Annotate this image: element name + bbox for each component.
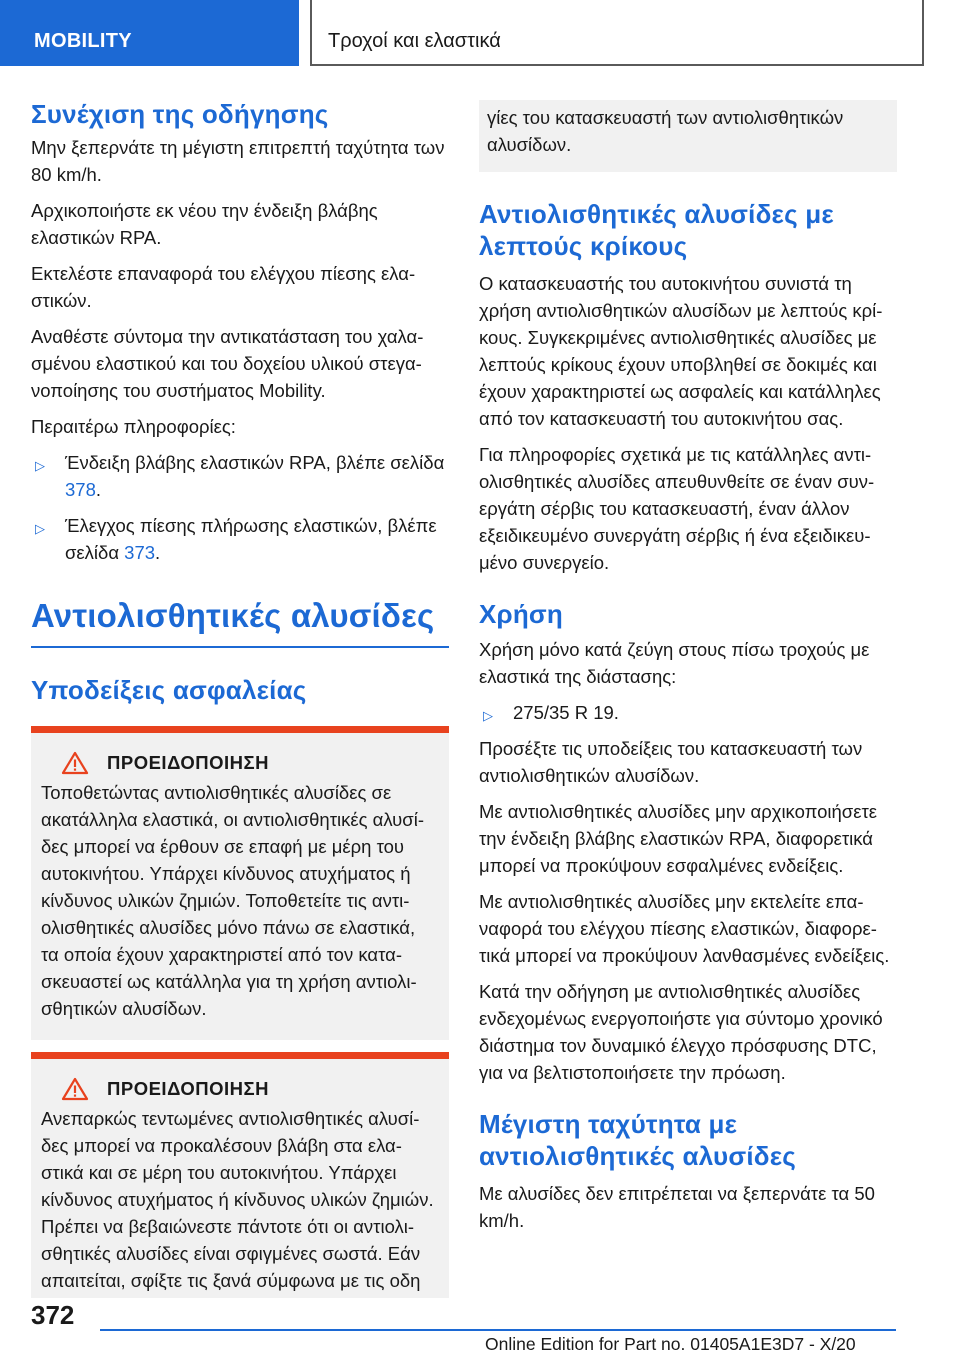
heading-max-speed: Μέγιστη ταχύτητα με αντιολισθητικές αλυσίδες: [479, 1109, 796, 1171]
paragraph: Μην ξεπερνάτε τη μέγιστη επιτρεπτή ταχύτητα των 80 km/h.: [31, 137, 445, 185]
triangle-bullet-icon: ▷: [483, 708, 493, 723]
title-rule: [31, 646, 449, 648]
left-column: [31, 98, 449, 1298]
paragraph: Για πληροφορίες σχετικά με τις κατάλληλες αντιολισθητικές αλυσίδες απευθυνθείτε σε έναν συνεργάτη σέρβις του κατασκευαστή, έναν άλλον εξειδικευμένο συνεργάτη σέρβις ή ένα εξειδικευμένο συνεργείο.: [479, 444, 875, 573]
bullet-item: ▷ Έλεγχος πίεσης πλήρωσης ελαστικών, βλέπε σελίδα 373.: [35, 515, 437, 563]
page-link[interactable]: 373: [124, 542, 156, 563]
heading-thin-link-chains: Αντιολισθητικές αλυσίδες με λεπτούς κρίκους: [479, 199, 834, 261]
paragraph: Αρχικοποιήστε εκ νέου την ένδειξη βλάβης ελαστικών RPA.: [31, 200, 378, 248]
heading-continue-driving: Συνέχιση της οδήγησης: [31, 99, 329, 129]
triangle-bullet-icon: ▷: [35, 458, 45, 473]
warning-triangle-icon: [61, 751, 89, 775]
warning-text: γίες του κατασκευαστή των αντιολισθητικών αλυσίδων.: [487, 107, 844, 155]
paragraph: Προσέξτε τις υποδείξεις του κατασκευαστή των αντιολισθητικών αλυσίδων.: [479, 738, 863, 786]
bullet-text: Έλεγχος πίεσης πλήρωσης ελαστικών, βλέπε σελίδα: [65, 515, 437, 563]
warning-box-continued: [479, 100, 897, 172]
page-header: [0, 0, 960, 66]
paragraph: Χρήση μόνο κατά ζεύγη στους πίσω τροχούς με ελαστικά της διάστασης:: [479, 639, 870, 687]
paragraph: Αναθέστε σύντομα την αντικατάσταση του χαλασμένου ελαστικού και του δοχείου υλικού στεγανοποίησης του συστήματος Mobility.: [31, 326, 424, 401]
warning-header: [41, 751, 435, 775]
bullet-item: ▷ Ένδειξη βλάβης ελαστικών RPA, βλέπε σελίδα 378.: [35, 452, 445, 500]
paragraph: Με αντιολισθητικές αλυσίδες μην αρχικοποιήσετε την ένδειξη βλάβης ελαστικών RPA, διαφορετικά μπορεί να προκύψουν εσφαλμένες ενδείξεις.: [479, 801, 878, 876]
warning-header: [41, 1077, 435, 1101]
paragraph: Περαιτέρω πληροφορίες:: [31, 416, 236, 437]
warning-box: [31, 1052, 449, 1298]
warning-title: ΠΡΟΕΙΔΟΠΟΙΗΣΗ: [107, 1078, 269, 1099]
warning-text: Ανεπαρκώς τεντωμένες αντιολισθητικές αλυσίδες μπορεί να προκαλέσουν βλάβη στα ελαστικά και σε μέρη του αυτοκινήτου. Υπάρχει κίνδυνος ατυχήματος ή κίνδυνος υλικών ζημιών. Πρέπει να βεβαιώνεστε πάντοτε ότι οι αντιολισθητικές αλυσίδες είναι σφιγμένες σωστά. Εάν απαιτείται, σφίξτε τις ξανά σύμφωνα με τις οδη: [41, 1108, 434, 1291]
paragraph: Με αλυσίδες δεν επιτρέπεται να ξεπερνάτε τα 50 km/h.: [479, 1183, 875, 1231]
section-title-snow-chains: Αντιολισθητικές αλυσίδες: [31, 597, 435, 634]
page-number: 372: [31, 1300, 75, 1330]
warning-text: Τοποθετώντας αντιολισθητικές αλυσίδες σε ακατάλληλα ελαστικά, οι αντιολισθητικές αλυσίδες μπορεί να έρθουν σε επαφή με μέρη του αυτοκινήτου. Υπάρχει κίνδυνος ατυχήματος ή κίνδυνος υλικών ζημιών. Τοποθετείτε τις αντιολισθητικές αλυσίδες μόνο πάνω σε ελαστικά, τα οποία έχουν χαρακτηριστεί από τον κατασκευαστεί ως κατάλληλα για τη χρήση αντιολισθητικών αλυσίδων.: [41, 782, 424, 1019]
right-column: [479, 100, 897, 1243]
heading-safety: Υποδείξεις ασφαλείας: [31, 675, 307, 705]
bullet-text: 275/35 R 19.: [513, 702, 619, 723]
page-link[interactable]: 378: [65, 479, 96, 500]
warning-title: ΠΡΟΕΙΔΟΠΟΙΗΣΗ: [107, 752, 269, 773]
warning-triangle-icon: [61, 1077, 89, 1101]
warning-box: [31, 726, 449, 1040]
chapter-title: Τροχοί και ελαστικά: [310, 0, 924, 66]
paragraph: Εκτελέστε επαναφορά του ελέγχου πίεσης ελαστικών.: [31, 263, 416, 311]
bullet-item: [479, 699, 897, 726]
section-tab: MOBILITY: [0, 0, 299, 66]
paragraph: Ο κατασκευαστής του αυτοκινήτου συνιστά τη χρήση αντιολισθητικών αλυσίδων με λεπτούς κρίκους. Συγκεκριμένες αντιολισθητικές αλυσίδες με λεπτούς κρίκους έχουν υποβληθεί σε δοκιμές και έχουν χαρακτηριστεί ως ασφαλείς και κατάλληλες από τον κατασκευαστή του αυτοκινήτου σας.: [479, 273, 883, 429]
triangle-bullet-icon: ▷: [35, 521, 45, 536]
bullet-text: Ένδειξη βλάβης ελαστικών RPA, βλέπε σελίδα: [65, 452, 445, 473]
paragraph: Με αντιολισθητικές αλυσίδες μην εκτελείτε επαναφορά του ελέγχου πίεσης ελαστικών, διαφορετικά μπορεί να προκύψουν λανθασμένες ενδείξεις.: [479, 891, 890, 966]
heading-use: Χρήση: [479, 599, 563, 629]
footer-edition: Online Edition for Part no. 01405A1E3D7 - X/20: [485, 1334, 856, 1354]
paragraph: Κατά την οδήγηση με αντιολισθητικές αλυσίδες ενδεχομένως ενεργοποιήστε για σύντομο χρονικό διάστημα τον δυναμικό έλεγχο πρόσφυσης DTC, για να βελτιστοποιήσετε την πρόωση.: [479, 981, 883, 1083]
footer-rule: [100, 1329, 896, 1331]
